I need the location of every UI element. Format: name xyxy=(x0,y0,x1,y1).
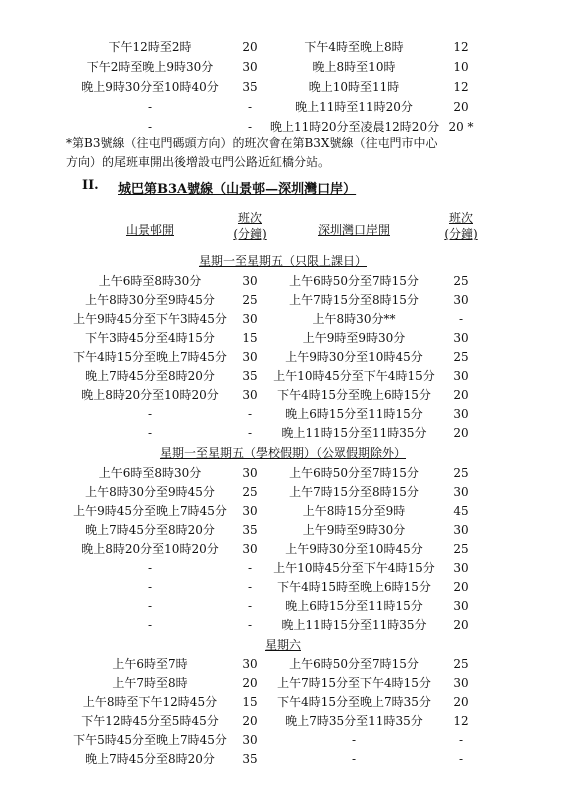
headway-value: 30 xyxy=(242,466,258,480)
headway-value: 30 xyxy=(453,369,469,383)
departure-time-range: 上午9時至9時30分 xyxy=(302,523,406,537)
departure-time-range: 下午4時15分至晚上7時35分 xyxy=(277,695,431,709)
headway-value: 10 xyxy=(453,60,469,74)
headway-value: 30 xyxy=(453,293,469,307)
headway-value: 35 xyxy=(242,80,258,94)
departure-time-range: 晚上8時20分至10時20分 xyxy=(81,388,219,402)
headway-value: - xyxy=(458,752,464,766)
departure-time-range: 晚上6時15分至11時15分 xyxy=(285,407,423,421)
headway-value: 35 xyxy=(242,523,258,537)
headway-value: 20 xyxy=(242,40,258,54)
headway-value: 25 xyxy=(453,657,469,671)
headway-value: 12 xyxy=(453,80,469,94)
table-row xyxy=(0,38,566,56)
headway-value: 20 xyxy=(242,676,258,690)
departure-time-range: 晚上11時15分至11時35分 xyxy=(281,426,427,440)
departure-time-range: 上午6時50分至7時15分 xyxy=(289,657,419,671)
departure-time-range: 上午9時30分至10時45分 xyxy=(285,350,423,364)
headway-value: - xyxy=(247,618,253,632)
departure-time-range: 上午8時15分至9時 xyxy=(302,504,406,518)
departure-time-range: 上午8時30分** xyxy=(312,312,396,326)
section-heading xyxy=(82,178,357,197)
table-row xyxy=(0,578,566,596)
headway-value: 30 xyxy=(242,504,258,518)
departure-time-range: 上午7時至8時 xyxy=(112,676,188,690)
departure-time-range: 上午8時至下午12時45分 xyxy=(82,695,218,709)
table-row xyxy=(0,386,566,404)
table-row xyxy=(0,540,566,558)
departure-time-range: - xyxy=(147,120,153,134)
departure-time-range: 上午9時45分至晚上7時45分 xyxy=(73,504,227,518)
headway-value: 35 xyxy=(242,369,258,383)
departure-time-range: 晚上7時45分至8時20分 xyxy=(85,752,215,766)
headway-value: 20 xyxy=(453,426,469,440)
header-line: (分鐘) xyxy=(444,227,478,241)
footnote-line: 方向）的尾班車開出後增設屯門公路近紅橋分站。 xyxy=(66,155,331,169)
headway-value: - xyxy=(458,312,464,326)
table-row xyxy=(0,272,566,290)
departure-time-range: 上午7時15分至8時15分 xyxy=(289,485,419,499)
departure-time-range: 晚上7時35分至11時35分 xyxy=(285,714,423,728)
headway-value: 30 xyxy=(242,542,258,556)
departure-time-range: 晚上6時15分至11時15分 xyxy=(285,599,423,613)
group-heading xyxy=(0,252,566,270)
headway-value: - xyxy=(247,599,253,613)
departure-time-range: 下午3時45分至4時15分 xyxy=(85,331,215,345)
group-label: 星期一至星期五（只限上課日） xyxy=(198,254,367,268)
table-row xyxy=(0,291,566,309)
departure-time-range: 晚上11時20分至凌晨12時20分 xyxy=(270,120,440,134)
headway-value: 35 xyxy=(242,752,258,766)
headway-value: - xyxy=(247,561,253,575)
departure-time-range: 晚上9時30分至10時40分 xyxy=(81,80,219,94)
headway-value: 25 xyxy=(453,350,469,364)
table-row xyxy=(0,597,566,615)
departure-time-range: 晚上11時至11時20分 xyxy=(295,100,413,114)
departure-time-range: - xyxy=(147,426,153,440)
departure-time-range: 上午6時50分至7時15分 xyxy=(289,466,419,480)
table-row xyxy=(0,405,566,423)
departure-time-range: - xyxy=(147,561,153,575)
departure-time-range: 上午7時15分至下午4時15分 xyxy=(277,676,431,690)
headway-value: - xyxy=(247,120,253,134)
table-row xyxy=(0,655,566,673)
table-row xyxy=(0,464,566,482)
departure-time-range: - xyxy=(147,618,153,632)
headway-value: 30 xyxy=(453,407,469,421)
departure-time-range: 下午4時15時至晚上6時15分 xyxy=(277,580,431,594)
column-header-origin-a: 山景邨開 xyxy=(125,223,174,237)
table-row xyxy=(0,78,566,96)
departure-time-range: - xyxy=(147,100,153,114)
header-line: 班次 xyxy=(237,211,262,225)
headway-value: 20 xyxy=(453,618,469,632)
headway-value: 20 xyxy=(453,695,469,709)
headway-value: 25 xyxy=(453,274,469,288)
headway-value: 30 xyxy=(453,676,469,690)
headway-value: 30 xyxy=(242,274,258,288)
headway-value: 25 xyxy=(242,485,258,499)
column-header-origin-b: 深圳灣口岸開 xyxy=(317,223,390,237)
departure-time-range: - xyxy=(147,580,153,594)
header-line: 班次 xyxy=(448,211,473,225)
headway-value: 12 xyxy=(453,40,469,54)
headway-value: - xyxy=(458,733,464,747)
departure-time-range: 下午4時15分至晚上7時45分 xyxy=(73,350,227,364)
departure-time-range: 上午7時15分至8時15分 xyxy=(289,293,419,307)
headway-value: 30 xyxy=(242,733,258,747)
headway-value: - xyxy=(247,100,253,114)
headway-value: - xyxy=(247,407,253,421)
departure-time-range: 上午6時50分至7時15分 xyxy=(289,274,419,288)
headway-value: 20 * xyxy=(448,120,474,134)
departure-time-range: 晚上8時20分至10時20分 xyxy=(81,542,219,556)
table-row xyxy=(0,731,566,749)
section-number: II. xyxy=(82,178,99,193)
departure-time-range: 下午12時至2時 xyxy=(108,40,192,54)
table-row xyxy=(0,616,566,634)
section-title: 城巴第B3A號線（山景邨—深圳灣口岸） xyxy=(118,182,357,197)
departure-time-range: - xyxy=(147,599,153,613)
headway-value: 30 xyxy=(242,350,258,364)
departure-time-range: 晚上7時45分至8時20分 xyxy=(85,523,215,537)
headway-value: 45 xyxy=(453,504,469,518)
table-row xyxy=(0,674,566,692)
headway-value: 30 xyxy=(242,312,258,326)
group-heading xyxy=(0,444,566,462)
headway-value: - xyxy=(247,580,253,594)
departure-time-range: 下午12時45分至5時45分 xyxy=(81,714,219,728)
footnote-line: *第B3號線（往屯門碼頭方向）的班次會在第B3X號線（往屯門市中心 xyxy=(66,136,438,150)
departure-time-range: 上午8時30分至9時45分 xyxy=(85,293,215,307)
departure-time-range: 上午10時45分至下午4時15分 xyxy=(273,369,435,383)
headway-value: 25 xyxy=(453,466,469,480)
headway-value: 25 xyxy=(453,542,469,556)
column-header-headway-b xyxy=(436,210,486,246)
departure-time-range: 下午4時至晚上8時 xyxy=(304,40,404,54)
table-row xyxy=(0,693,566,711)
headway-value: 20 xyxy=(453,580,469,594)
headway-value: 30 xyxy=(242,60,258,74)
table-row xyxy=(0,750,566,768)
departure-time-range: - xyxy=(351,752,357,766)
headway-value: 30 xyxy=(453,599,469,613)
table-row xyxy=(0,502,566,520)
table-row xyxy=(0,310,566,328)
headway-value: 30 xyxy=(453,485,469,499)
departure-time-range: 下午2時至晚上9時30分 xyxy=(86,60,214,74)
headway-value: 15 xyxy=(242,331,258,345)
headway-value: 30 xyxy=(453,523,469,537)
headway-value: 15 xyxy=(242,695,258,709)
departure-time-range: 上午6時至7時 xyxy=(112,657,188,671)
table-row xyxy=(0,348,566,366)
headway-value: 30 xyxy=(453,561,469,575)
headway-value: 12 xyxy=(453,714,469,728)
table-row xyxy=(0,483,566,501)
table-row xyxy=(0,367,566,385)
departure-time-range: - xyxy=(147,407,153,421)
group-label: 星期六 xyxy=(264,638,301,652)
departure-time-range: - xyxy=(351,733,357,747)
table-row xyxy=(0,98,566,116)
headway-value: 30 xyxy=(242,388,258,402)
departure-time-range: 上午6時至8時30分 xyxy=(98,466,202,480)
departure-time-range: 晚上8時至10時 xyxy=(312,60,396,74)
departure-time-range: 晚上11時15分至11時35分 xyxy=(281,618,427,632)
departure-time-range: 下午4時15分至晚上6時15分 xyxy=(277,388,431,402)
departure-time-range: 上午9時30分至10時45分 xyxy=(285,542,423,556)
headway-value: - xyxy=(247,426,253,440)
departure-time-range: 上午9時至9時30分 xyxy=(302,331,406,345)
headway-value: 30 xyxy=(453,331,469,345)
table-row xyxy=(0,424,566,442)
departure-time-range: 晚上7時45分至8時20分 xyxy=(85,369,215,383)
headway-value: 20 xyxy=(453,388,469,402)
table-row xyxy=(0,712,566,730)
column-header-headway-a xyxy=(226,210,274,246)
table-row xyxy=(0,559,566,577)
group-heading xyxy=(0,636,566,654)
group-label: 星期一至星期五（學校假期）（公眾假期除外） xyxy=(159,446,406,460)
header-line: (分鐘) xyxy=(233,227,267,241)
departure-time-range: 晚上10時至11時 xyxy=(308,80,400,94)
departure-time-range: 上午10時45分至下午4時15分 xyxy=(273,561,435,575)
table-row xyxy=(0,521,566,539)
table-row xyxy=(0,329,566,347)
departure-time-range: 上午8時30分至9時45分 xyxy=(85,485,215,499)
headway-value: 25 xyxy=(242,293,258,307)
departure-time-range: 上午6時至8時30分 xyxy=(98,274,202,288)
departure-time-range: 下午5時45分至晚上7時45分 xyxy=(73,733,227,747)
headway-value: 30 xyxy=(242,657,258,671)
headway-value: 20 xyxy=(453,100,469,114)
headway-value: 20 xyxy=(242,714,258,728)
table-row xyxy=(0,58,566,76)
departure-time-range: 上午9時45分至下午3時45分 xyxy=(73,312,227,326)
